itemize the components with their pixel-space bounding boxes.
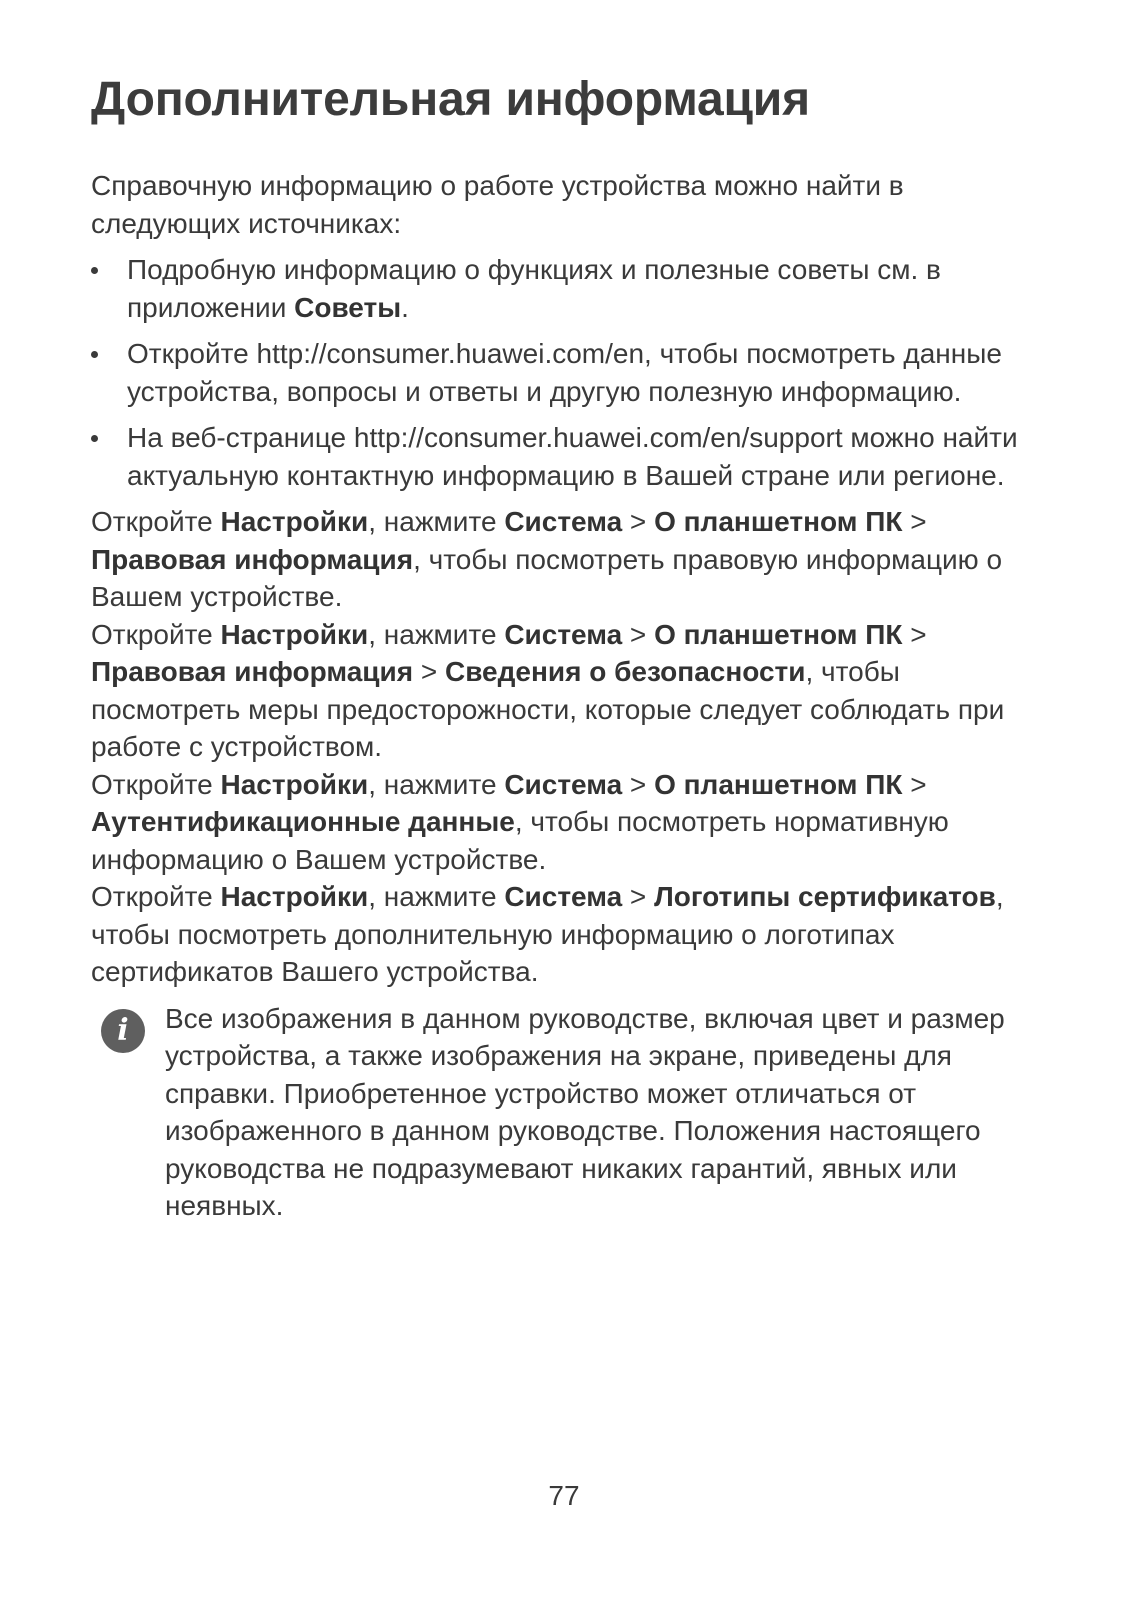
disclaimer-note [91,1000,1031,1225]
list-item-text-end: . [401,291,409,323]
text-run: , нажмите [368,881,505,912]
text-run: > [622,506,655,537]
document-body [91,167,1031,1225]
list-item [91,419,1031,494]
bold-run: Система [504,506,623,537]
bold-run: Система [504,768,623,800]
safety-info-paragraph [91,616,1031,766]
bullet-icon [91,267,98,274]
list-item-text: Откройте http://consumer.huawei.com/en, чтобы посмотреть данные устройства, вопросы и ответы и другую полезную информацию. [127,338,1002,407]
text-run: , нажмите [368,768,505,800]
list-item-text: На веб-странице http://consumer.huawei.com/en/support можно найти актуальную контактную информацию в Вашей стране или регионе. [127,422,1018,491]
bold-run: Настройки [220,768,369,800]
intro-paragraph: Справочную информацию о работе устройства можно найти в следующих источниках: [91,170,904,239]
bold-run: Система [504,618,623,650]
text-run: > [622,618,655,650]
authentication-info-paragraph [91,766,1031,879]
page-number: 77 [548,1480,580,1511]
list-item-bold: Советы [294,291,402,323]
text-run: Откройте [91,506,221,537]
text-run: , чтобы посмотреть правовую информацию о Вашем устройстве. [91,543,1003,612]
bold-run: Настройки [220,506,369,537]
page-title: Дополнительная информация [91,73,810,126]
bold-run: Настройки [220,618,369,650]
bold-run: Правовая информация [91,656,414,687]
bold-run: О планшетном ПК [654,618,903,650]
list-item [91,251,1031,326]
bold-run: О планшетном ПК [654,506,903,537]
sources-list [91,251,1031,494]
text-run: > [622,881,655,912]
bold-run: Аутентификационные данные [91,806,515,837]
bold-run: Логотипы сертификатов [654,881,996,912]
text-run: , нажмите [368,618,505,650]
text-run: > [413,656,445,687]
text-run: > [902,768,927,800]
text-run: , нажмите [368,506,505,537]
bold-run: Сведения о безопасности [444,656,806,687]
bold-run: Настройки [220,881,369,912]
text-run: , чтобы посмотреть меры предосторожности, которые следует соблюдать при работе с устройством. [91,656,1005,762]
info-icon: i [101,1009,145,1053]
bullet-icon [91,351,98,358]
text-run: Откройте [91,618,221,650]
bullet-icon [91,435,98,442]
bold-run: Правовая информация [91,543,414,575]
text-run: , чтобы посмотреть дополнительную информацию о логотипах сертификатов Вашего устройства. [91,881,1004,987]
text-run: Откройте [91,768,221,800]
text-run: > [622,768,655,800]
bold-run: Система [504,881,623,912]
legal-info-paragraph [91,503,1031,616]
certificate-logos-paragraph [91,878,1031,991]
list-item [91,335,1031,410]
document-page [91,0,1051,1600]
list-item-text: Подробную информацию о функциях и полезные советы см. в приложении [127,254,941,323]
disclaimer-text: Все изображения в данном руководстве, включая цвет и размер устройства, а также изображения на экране, приведены для справки. Приобретенное устройство может отличаться от изображенного в данном руководстве. Положения настоящего руководства не подразумевают никаких гарантий, явных или неявных. [165,1002,1005,1221]
text-run: Откройте [91,881,221,912]
bold-run: О планшетном ПК [654,768,903,800]
text-run: , чтобы посмотреть нормативную информацию о Вашем устройстве. [91,806,949,875]
text-run: > [902,618,927,650]
text-run: > [902,506,927,537]
